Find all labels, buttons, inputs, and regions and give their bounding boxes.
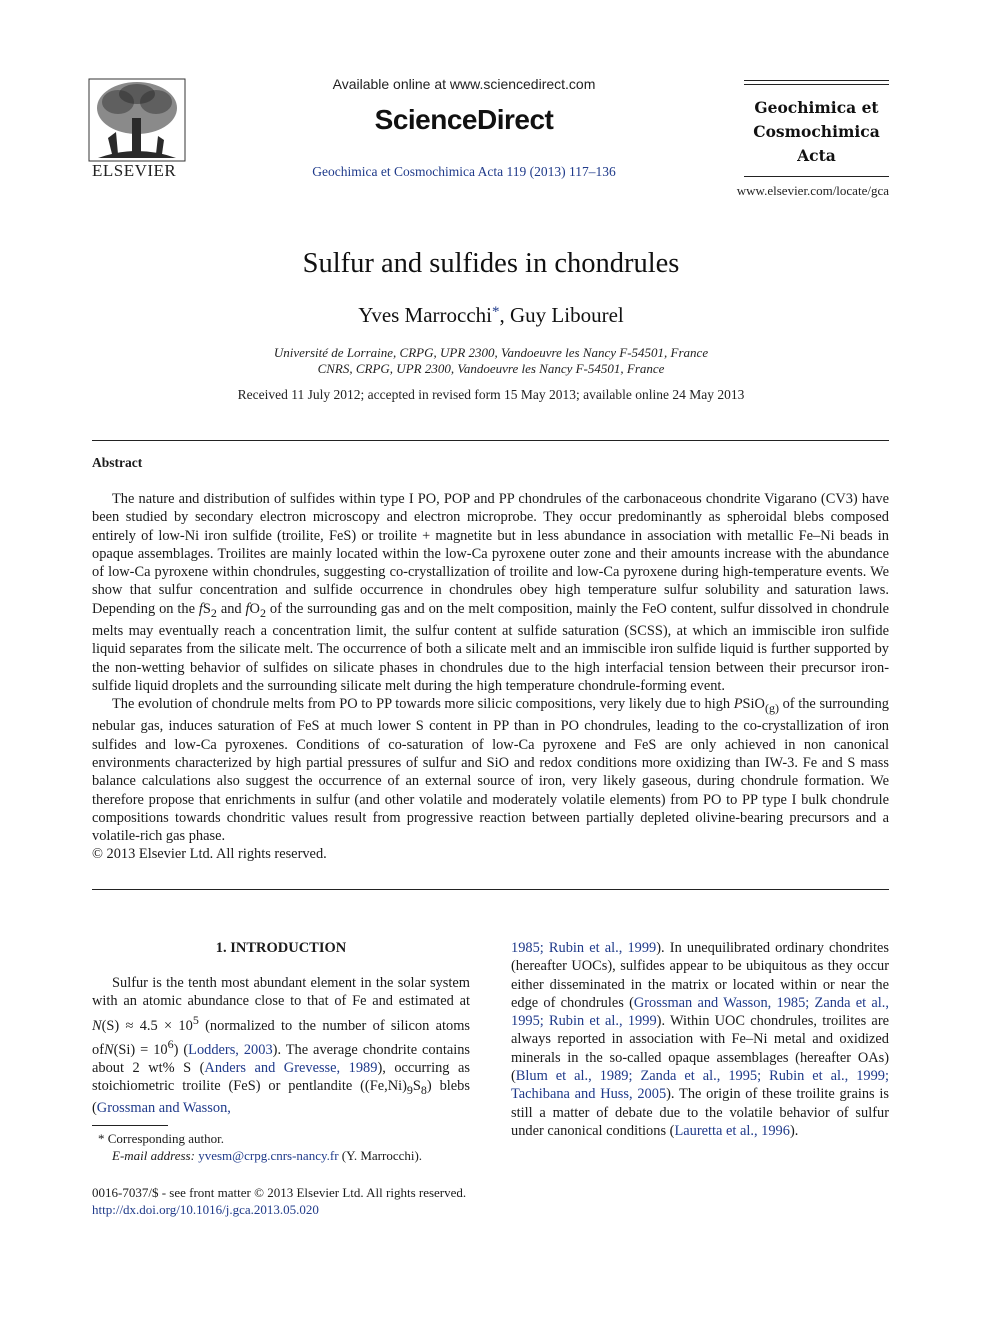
body-column-left xyxy=(92,974,470,1118)
body-column-right xyxy=(511,939,889,1140)
page-header xyxy=(0,0,992,210)
article-title: Sulfur and sulfides in chondrules xyxy=(302,248,680,279)
journal-title-line: Acta xyxy=(797,146,836,165)
available-online-text: Available online at www.sciencedirect.com xyxy=(332,76,596,92)
issn-line: 0016-7037/$ - see front matter © 2013 Elsevier Ltd. All rights reserved. xyxy=(92,1185,467,1200)
abstract-rule-bottom xyxy=(92,889,889,890)
abstract-rule-top xyxy=(92,440,889,441)
citation-link[interactable]: 1985; Rubin et al., 1999 xyxy=(511,940,657,956)
author-name[interactable]: Guy Libourel xyxy=(510,303,624,327)
author-name[interactable]: Yves Marrocchi xyxy=(358,303,493,327)
footnote-marker: * xyxy=(98,1131,105,1146)
author-list xyxy=(0,303,982,328)
citation-link[interactable]: Blum et al., 1989; Zanda et al., 1995; Rubin et al., 1999; Tachibana and Huss, 2005 xyxy=(511,1068,889,1103)
abstract-heading: Abstract xyxy=(92,455,143,470)
doi-link[interactable]: http://dx.doi.org/10.1016/j.gca.2013.05.020 xyxy=(92,1202,319,1217)
citation-link[interactable]: Grossman and Wasson, 1985; Zanda et al., 1995; Rubin et al., 1999 xyxy=(511,994,889,1030)
journal-title-rule-top xyxy=(744,80,889,85)
journal-url[interactable]: www.elsevier.com/locate/gca xyxy=(736,183,889,198)
citation-link[interactable]: Anders and Grevesse, 1989 xyxy=(204,1059,378,1076)
footnote xyxy=(92,1131,470,1164)
section-heading-introduction: 1. INTRODUCTION xyxy=(215,940,347,956)
journal-citation-link[interactable]: Geochimica et Cosmochimica Acta 119 (2013) 117–136 xyxy=(312,164,616,179)
footnote-rule xyxy=(92,1125,168,1126)
abstract-paragraph: The evolution of chondrule melts from PO to PP towards more silicic compositions, very likely due to high PSiO$_{(g)}$ of the surrounding nebular gas, induces saturation of FeS at much lower S content in PP than in PO chondrules, leading to the co-crystallization of iron sulfides and low-Ca pyroxenes. Conditions of co-saturation of low-Ca pyroxene and FeS are only achieved in non canonical environments characterized by high partial pressures of sulfur and SiO and redox conditions more oxidizing than IW-3. Fe and S mass balance calculations also suggest the occurrence of an external source of iron, very likely gaseous, during chondrule formation. We therefore propose that enrichments in sulfur (and other volatile and moderately volatile elements) from PO to PP type I bulk chondrule compositions towards chondritic values result from progressive reaction between partially depleted olivine-bearing precursors and a volatile-rich gas phase. xyxy=(92,696,889,845)
affiliation: Université de Lorraine, CRPG, UPR 2300, Vandoeuvre les Nancy F-54501, France xyxy=(273,345,709,360)
article-history: Received 11 July 2012; accepted in revised form 15 May 2013; available online 24 May 2013 xyxy=(237,387,745,402)
citation-link[interactable]: Lauretta et al., 1996 xyxy=(674,1122,790,1139)
publisher-name: ELSEVIER xyxy=(92,161,177,180)
footnote-text: Corresponding author. xyxy=(107,1131,225,1146)
body-paragraph: Sulfur is the tenth most abundant element in the solar system with an atomic abundance close to that of Fe and estimated at $N(S) \approx 4.5 \times 10^5$ (normalized to the number of silicon atoms $ofN(Si) = 10^6$) (Lodders, 2003). The average chondrite contains about 2 wt% S (Anders and Grevesse, 1989), occurring as stoichiometric troilite (FeS) or pentlandite $((Fe,Ni)_9S_8)$ blebs (Grossman and Wasson, xyxy=(92,975,470,1117)
abstract-copyright: © 2013 Elsevier Ltd. All rights reserved. xyxy=(92,846,327,863)
journal-title-rule-bottom xyxy=(744,176,889,177)
citation-link[interactable]: Grossman and Wasson, xyxy=(96,1100,231,1117)
abstract-body xyxy=(92,490,889,864)
email-link[interactable]: yvesm@crpg.cnrs-nancy.fr xyxy=(198,1147,339,1163)
affiliation: CNRS, CRPG, UPR 2300, Vandoeuvre les Nancy F-54501, France xyxy=(317,361,665,376)
body-paragraph: 1985; Rubin et al., 1999). In unequilibrated ordinary chondrites (hereafter UOCs), sulfides appear to be ubiquitous as they occur either disseminated in the matrix or located within or near the edge of chondrules (Grossman and Wasson, 1985; Zanda et al., 1995; Rubin et al., 1999). Within UOC chondrules, troilites are always reported in association with Fe–Ni metal and oxidized minerals in the so-called opaque assemblages (hereafter OAs) (Blum et al., 1989; Zanda et al., 1995; Rubin et al., 1999; Tachibana and Huss, 2005). The origin of these troilite grains is still a matter of debate due to the volatile behavior of sulfur under canonical conditions (Lauretta et al., 1996). xyxy=(511,940,890,1139)
front-matter xyxy=(92,1184,466,1218)
abstract-paragraph: The nature and distribution of sulfides within type I PO, POP and PP chondrules of the carbonaceous chondrite Vigarano (CV3) have been studied by secondary electron microscopy and electron microprobe. They occur predominantly as spheroidal blebs composed entirely of low-Ni iron sulfide (troilite, FeS) or troilite + magnetite but in less abundance in association with metallic Fe–Ni beads in opaque assemblages. Troilites are mainly located within the low-Ca pyroxene outer zone and their amounts increase with the abundance of low-Ca pyroxene within chondrules, suggesting co-crystallization of troilite and low-Ca pyroxene during high-temperature events. We show that sulfur concentration and sulfide occurrence in chondrules obey high temperature sulfur solubility and saturation laws. Depending on the $fS_2$ and $fO_2$ of the surrounding gas and on the melt composition, mainly the FeO content, sulfur dissolved in chondrule melts may eventually reach a concentration limit, the sulfur content at sulfide saturation (SCSS), at which an immiscible iron sulfide liquid separates from the silicate melt. The occurrence of both a silicate melt and an immiscible iron sulfide liquid is further supported by the non-wetting behavior of sulfides on silicate phases in chondrules due to the high interfacial tension between their precursor iron-sulfide liquid droplets and the surrounding silicate melt during the high temperature chondrule-forming event. xyxy=(92,491,890,694)
journal-title xyxy=(744,96,889,168)
sciencedirect-logo[interactable]: ScienceDirect xyxy=(374,104,554,135)
author-separator: , xyxy=(499,303,511,327)
email-label: E-mail address: xyxy=(112,1147,195,1163)
citation-link[interactable]: Lodders, 2003 xyxy=(188,1041,273,1058)
journal-title-line: Geochimica et xyxy=(754,98,879,117)
email-owner: (Y. Marrocchi). xyxy=(341,1147,423,1163)
corresponding-author-marker[interactable]: * xyxy=(492,304,500,320)
journal-title-line: Cosmochimica xyxy=(753,122,880,141)
